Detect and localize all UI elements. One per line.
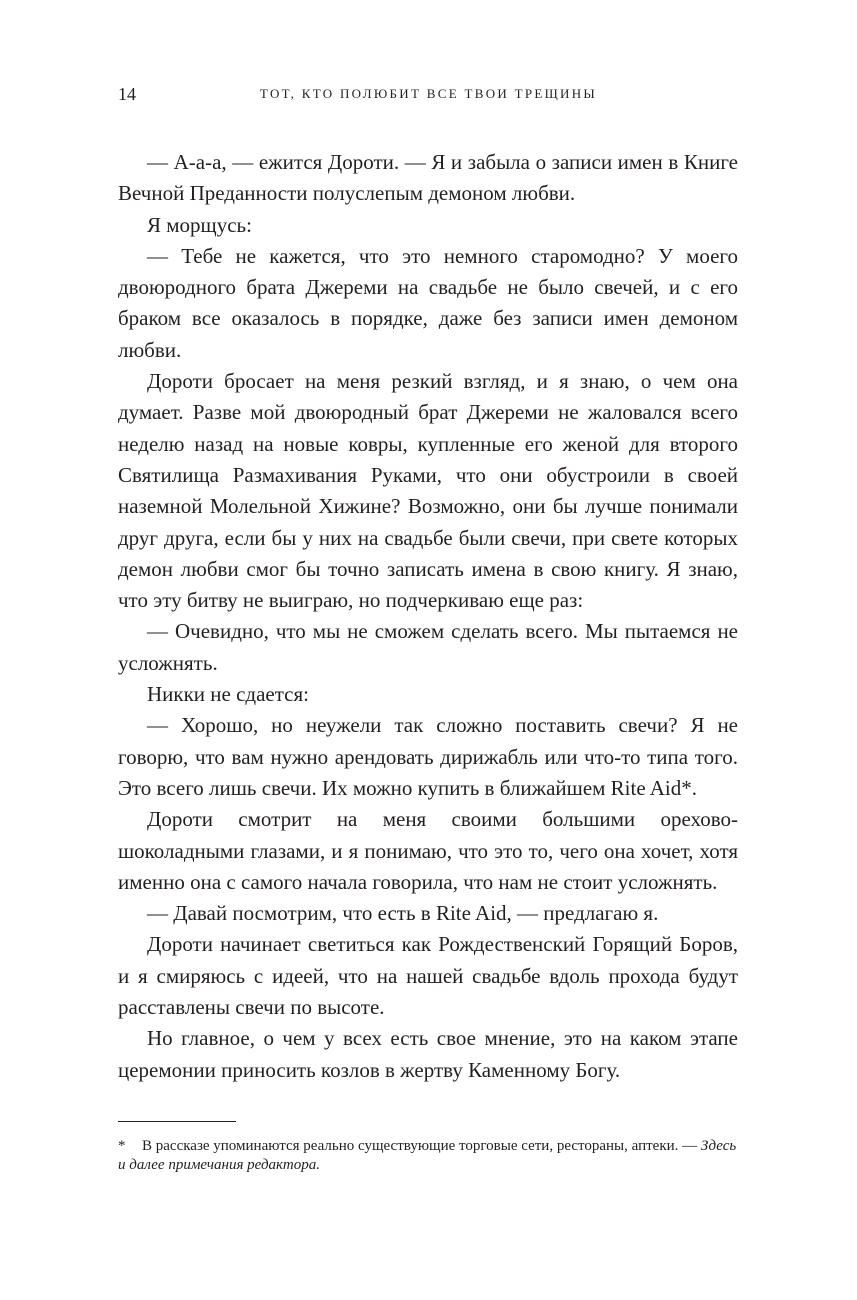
footnote-divider bbox=[118, 1121, 236, 1122]
running-header bbox=[0, 82, 857, 106]
paragraph: Дороти бросает на меня резкий взгляд, и я знаю, о чем она думает. Разве мой двоюродный брат Джереми не жаловался всего неделю назад на новые ковры, купленные его женой для второго Святилища Размахивания Руками, что они обустроили в своей наземной Молельной Хижине? Возможно, они бы лучше понимали друг друга, если бы у них на свадьбе были свечи, при свете которых демон любви смог бы точно записать имена в свою книгу. Я знаю, что эту битву не выиграю, но подчеркиваю еще раз: bbox=[118, 369, 738, 613]
paragraph: — Очевидно, что мы не сможем сделать всего. Мы пытаемся не усложнять. bbox=[118, 619, 738, 675]
paragraph: — Давай посмотрим, что есть в Rite Aid, — предлагаю я. bbox=[147, 901, 659, 926]
footnote-marker: * bbox=[118, 1138, 126, 1154]
paragraph: Никки не сдается: bbox=[147, 682, 310, 707]
running-title: ТОТ, КТО ПОЛЮБИТ ВСЕ ТВОИ ТРЕЩИНЫ bbox=[259, 86, 598, 101]
footnote-text: В рассказе упоминаются реально существующие торговые сети, рестораны, аптеки. — bbox=[142, 1138, 701, 1154]
footnote-editor-note: Здесь и далее примечания редактора. bbox=[118, 1138, 737, 1173]
footnote bbox=[118, 1137, 738, 1175]
paragraph: Дороти начинает светиться как Рождественский Горящий Боров, и я смиряюсь с идеей, что на нашей свадьбе вдоль прохода будут расставлены свечи по высоте. bbox=[118, 932, 738, 1020]
paragraph: — Тебе не кажется, что это немного старомодно? У моего двоюродного брата Джереми на свадьбе не было свечей, и с его браком все оказалось в порядке, даже без записи имен демоном любви. bbox=[118, 243, 738, 362]
page-number: 14 bbox=[118, 84, 136, 104]
paragraph: — А-а-а, — ежится Дороти. — Я и забыла о записи имен в Книге Вечной Преданности полуслепым демоном любви. bbox=[118, 150, 738, 206]
paragraph: Я морщусь: bbox=[147, 212, 252, 237]
paragraph: Но главное, о чем у всех есть свое мнение, это на каком этапе церемонии приносить козлов в жертву Каменному Богу. bbox=[118, 1026, 738, 1082]
paragraph: Дороти смотрит на меня своими большими орехово-шоколадными глазами, и я понимаю, что это то, чего она хочет, хотя именно она с самого начала говорила, что нам не стоит усложнять. bbox=[118, 807, 738, 894]
paragraph: — Хорошо, но неужели так сложно поставить свечи? Я не говорю, что вам нужно арендовать дирижабль или что-то типа того. Это всего лишь свечи. Их можно купить в ближайшем Rite Aid*. bbox=[118, 713, 738, 800]
body-text bbox=[118, 147, 738, 1086]
